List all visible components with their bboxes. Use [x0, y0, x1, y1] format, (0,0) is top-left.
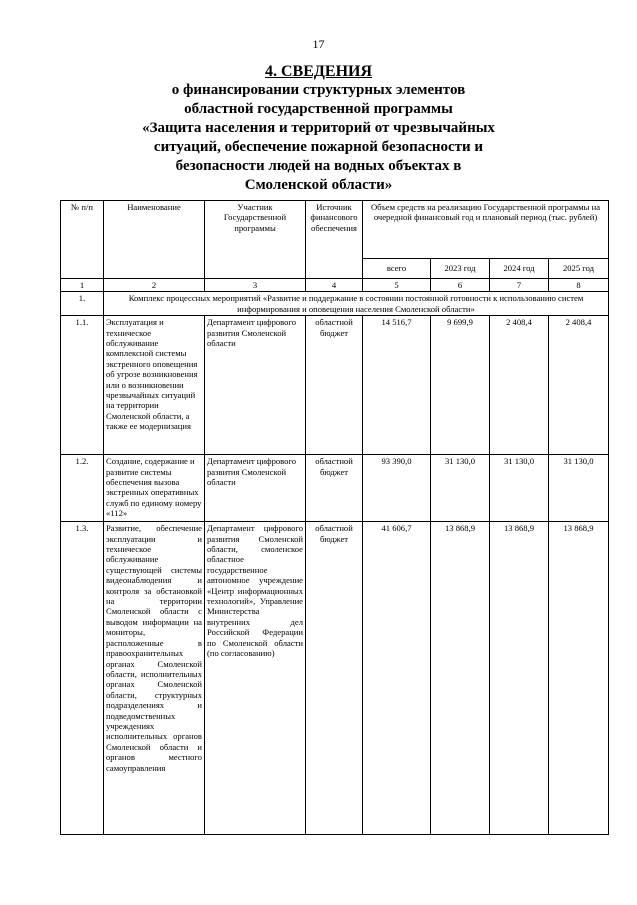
row-name: Эксплуатация и техническое обслуживание комплексной системы экстренного оповещения об угрозе возникновения или о возникновении чрезвычайных ситуаций на территории Смоленской области, а также ее модернизация [104, 316, 205, 455]
table-row [61, 316, 609, 455]
row-2023: 31 130,0 [431, 455, 490, 522]
row-name: Создание, содержание и развитие системы обеспечения вызова экстренных оперативных служб по единому номеру «112» [104, 455, 205, 522]
page-number: 17 [312, 37, 325, 51]
header-2023: 2023 год [431, 259, 490, 279]
col-number: 1 [61, 279, 104, 292]
row-source: областной бюджет [306, 316, 363, 455]
header-participant: Участник Государственной программы [205, 201, 306, 279]
header-2024: 2024 год [490, 259, 549, 279]
col-number: 4 [306, 279, 363, 292]
row-2025: 31 130,0 [549, 455, 609, 522]
table-row [61, 455, 609, 522]
title-line: «Защита населения и территорий от чрезвычайных [142, 120, 495, 136]
col-number: 2 [104, 279, 205, 292]
header-volume: Объем средств на реализацию Государственной программы на очередной финансовый год и плановый период (тыс. рублей) [363, 201, 609, 259]
title-line: безопасности людей на водных объектах в [175, 158, 462, 174]
row-num: 1.3. [61, 522, 104, 835]
row-source: областной бюджет [306, 455, 363, 522]
section-num: 1. [61, 292, 104, 316]
document-title [0, 62, 637, 195]
column-numbers-row [61, 279, 609, 292]
header-source: Источник финансового обеспечения [306, 201, 363, 279]
row-num: 1.1. [61, 316, 104, 455]
section-row [61, 292, 609, 316]
title-line: Смоленской области» [244, 177, 393, 193]
header-row [61, 201, 609, 259]
row-num: 1.2. [61, 455, 104, 522]
table-row [61, 522, 609, 835]
col-number: 7 [490, 279, 549, 292]
row-source: областной бюджет [306, 522, 363, 835]
col-number: 8 [549, 279, 609, 292]
col-number: 6 [431, 279, 490, 292]
row-2023: 9 699,9 [431, 316, 490, 455]
row-participant: Департамент цифрового развития Смоленской области, смоленское областное государственное автономное учреждение «Центр информационных технологий», Управление Министерства внутренних дел Российской Федерации по Смоленской области (по согласованию) [205, 522, 306, 835]
row-total: 14 516,7 [363, 316, 431, 455]
header-2025: 2025 год [549, 259, 609, 279]
row-participant: Департамент цифрового развития Смоленской области [205, 316, 306, 455]
row-2024: 13 868,9 [490, 522, 549, 835]
row-2025: 13 868,9 [549, 522, 609, 835]
row-total: 93 390,0 [363, 455, 431, 522]
row-2023: 13 868,9 [431, 522, 490, 835]
row-total: 41 606,7 [363, 522, 431, 835]
row-name: Развитие, обеспечение эксплуатации и техническое обслуживание существующей системы видеонаблюдения и контроля за обстановкой на территории Смоленской области с выводом информации на мониторы, расположенные в правоохранительных органах Смоленской области, исполнительных органах Смоленской области, структурных подразделениях и подведомственных учреждениях исполнительных органов Смоленской области и органов местного самоуправления [104, 522, 205, 835]
header-num: № п/п [61, 201, 104, 279]
row-participant: Департамент цифрового развития Смоленской области [205, 455, 306, 522]
section-title: Комплекс процессных мероприятий «Развитие и поддержание в состоянии постоянной готовности к использованию систем информирования и оповещения населения Смоленской области» [104, 292, 609, 316]
row-2024: 2 408,4 [490, 316, 549, 455]
title-line: ситуаций, обеспечение пожарной безопасности и [153, 139, 484, 155]
header-total: всего [363, 259, 431, 279]
title-line: областной государственной программы [184, 101, 453, 117]
row-2024: 31 130,0 [490, 455, 549, 522]
financing-table [60, 200, 609, 835]
title-heading: 4. СВЕДЕНИЯ [264, 63, 373, 80]
header-name: Наименование [104, 201, 205, 279]
row-2025: 2 408,4 [549, 316, 609, 455]
col-number: 3 [205, 279, 306, 292]
col-number: 5 [363, 279, 431, 292]
title-line: о финансировании структурных элементов [171, 82, 466, 98]
